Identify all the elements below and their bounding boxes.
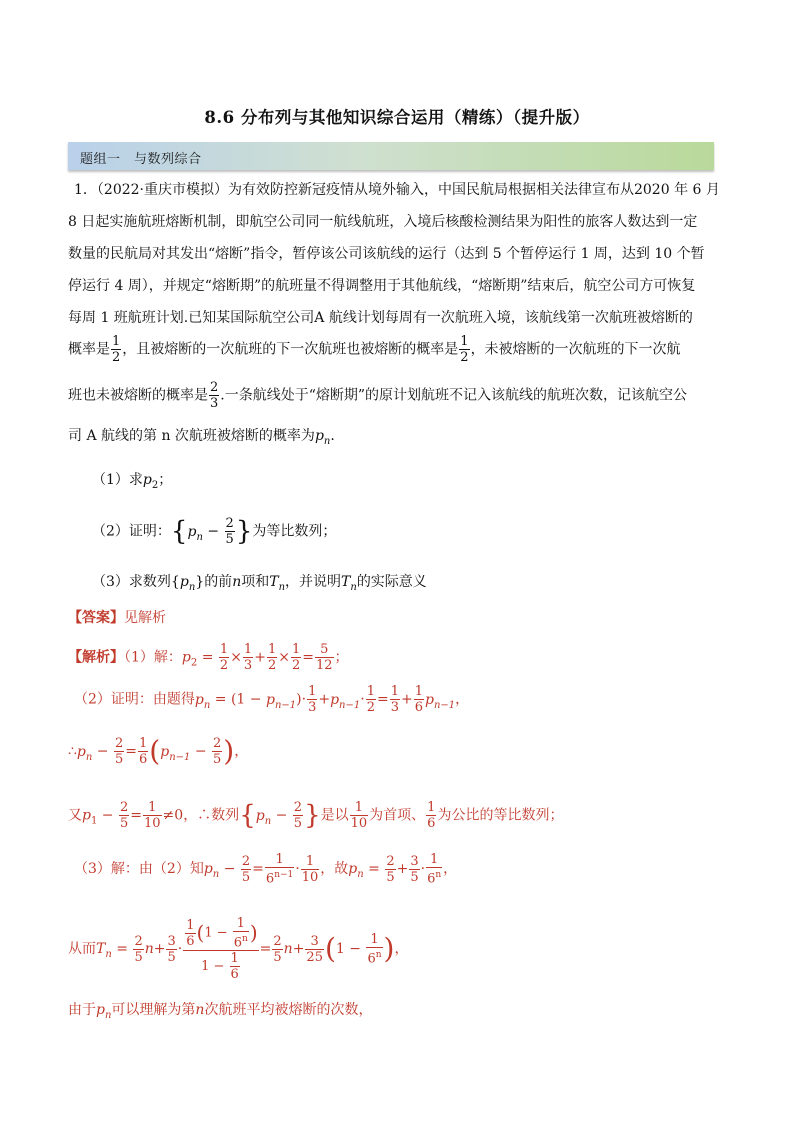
- problem-line-3: 数量的民航局对其发出“熔断”指令，暂停该公司该航线的运行（达到 5 个暂停运行 1 周，达到 10 个暂: [68, 246, 705, 262]
- analysis-part-4: 又$p_1$ − $\frac{2}{5}$ = $\frac{1}{10}$ ≠0，∴数列{$p_n$ − $\frac{2}{5}$ }是以 $\frac{1}{10}$ 为首项、 $\frac{1}{6}$ 为公比的等比数列；: [68, 800, 564, 831]
- fraction-one-half: $\frac{1}{2}$: [460, 334, 469, 365]
- analysis-part-7: 由于$p_n$可以理解为第n次航班平均被熔断的次数，: [68, 1002, 373, 1021]
- analysis-part-5: （3）解：由（2）知$p_n$ − $\frac{2}{5}$ = $\frac{1}{6^{n-1}}$ · $\frac{1}{10}$ ，故$p_n$ = $\frac{2}{5}$ + $\frac{3}{5}$ · $\frac{1}{6^n}$ ，: [74, 852, 458, 887]
- section-header: [68, 142, 714, 170]
- analysis-part-6: 从而$T_n$ = $\frac{2}{5}$ n+ $\frac{3}{5}$ · $\frac{1}{6}$ (1 − $\frac{1}{6^n}$ ) 1 − $\frac{1}{6}$ = $\frac{2}{5}$ n+ $\frac{3}{25}$ (1 − $\frac{1}{6^n}$ )，: [68, 916, 409, 983]
- fraction-two-thirds: $\frac{2}{3}$: [210, 380, 219, 411]
- analysis-part-1: 【解析】（1）解：$p_2$ = $\frac{1}{2}$ × $\frac{1}{3}$ + $\frac{1}{2}$ × $\frac{1}{2}$ = $\frac{5}{12}$ ；: [68, 642, 349, 673]
- question-1: （1）求$p_2$；: [92, 472, 173, 491]
- analysis-part-3: $\therefore p_n$ − $\frac{2}{5}$ = $\frac{1}{6}$ ($p_{n-1}$ − $\frac{2}{5}$ )，: [68, 734, 249, 768]
- problem-line-5: 每周 1 班航班计划.已知某国际航空公司A 航线计划每周有一次航班入境，该航线第一次航班被熔断的: [68, 310, 693, 326]
- problem-line-2: 8 日起实施航班熔断机制，即航空公司同一航线航班，入境后核酸检测结果为阳性的旅客人数达到一定: [68, 214, 698, 230]
- page-title: 8.6 分布列与其他知识综合运用（精练）（提升版）: [204, 108, 590, 127]
- question-2: （2）证明：{$p_n$ − $\frac{2}{5}$ }为等比数列；: [92, 516, 337, 547]
- answer-line: 【答案】见解析: [68, 610, 166, 626]
- problem-line-4: 停运行 4 周），并规定“熔断期”的航班量不得调整用于其他航线，“熔断期”结束后，航空公司方可恢复: [68, 278, 696, 294]
- analysis-part-2: （2）证明：由题得$p_n = (1 - p_{n-1})\cdot$ $\frac{1}{3}$ $+p_{n-1}\cdot$ $\frac{1}{2}$ = $\frac{1}{3}$ + $\frac{1}{6}$ $p_{n-1}$，: [74, 684, 470, 715]
- question-3: （3）求数列$\{p_n\}$的前n项和$T_n$，并说明$T_n$的实际意义: [92, 574, 427, 593]
- section-title: 题组一 与数列综合: [80, 152, 202, 167]
- fraction-one-half: $\frac{1}{2}$: [112, 334, 121, 365]
- problem-line-8: 司 A 航线的第 n 次航班被熔断的概率为$p_n$.: [68, 428, 335, 447]
- problem-line-7: 班也未被熔断的概率是 $\frac{2}{3}$ .一条航线处于“熔断期”的原计划航班不记入该航线的航班次数，记该航空公: [68, 380, 688, 411]
- problem-line-1: 1．（2022·重庆市模拟）为有效防控新冠疫情从境外输入，中国民航局根据相关法律宣布从2020 年 6 月: [74, 182, 720, 198]
- problem-line-6: 概率是 $\frac{1}{2}$ ，且被熔断的一次航班的下一次航班也被熔断的概率是 $\frac{1}{2}$ ，未被熔断的一次航班的下一次航: [68, 334, 681, 365]
